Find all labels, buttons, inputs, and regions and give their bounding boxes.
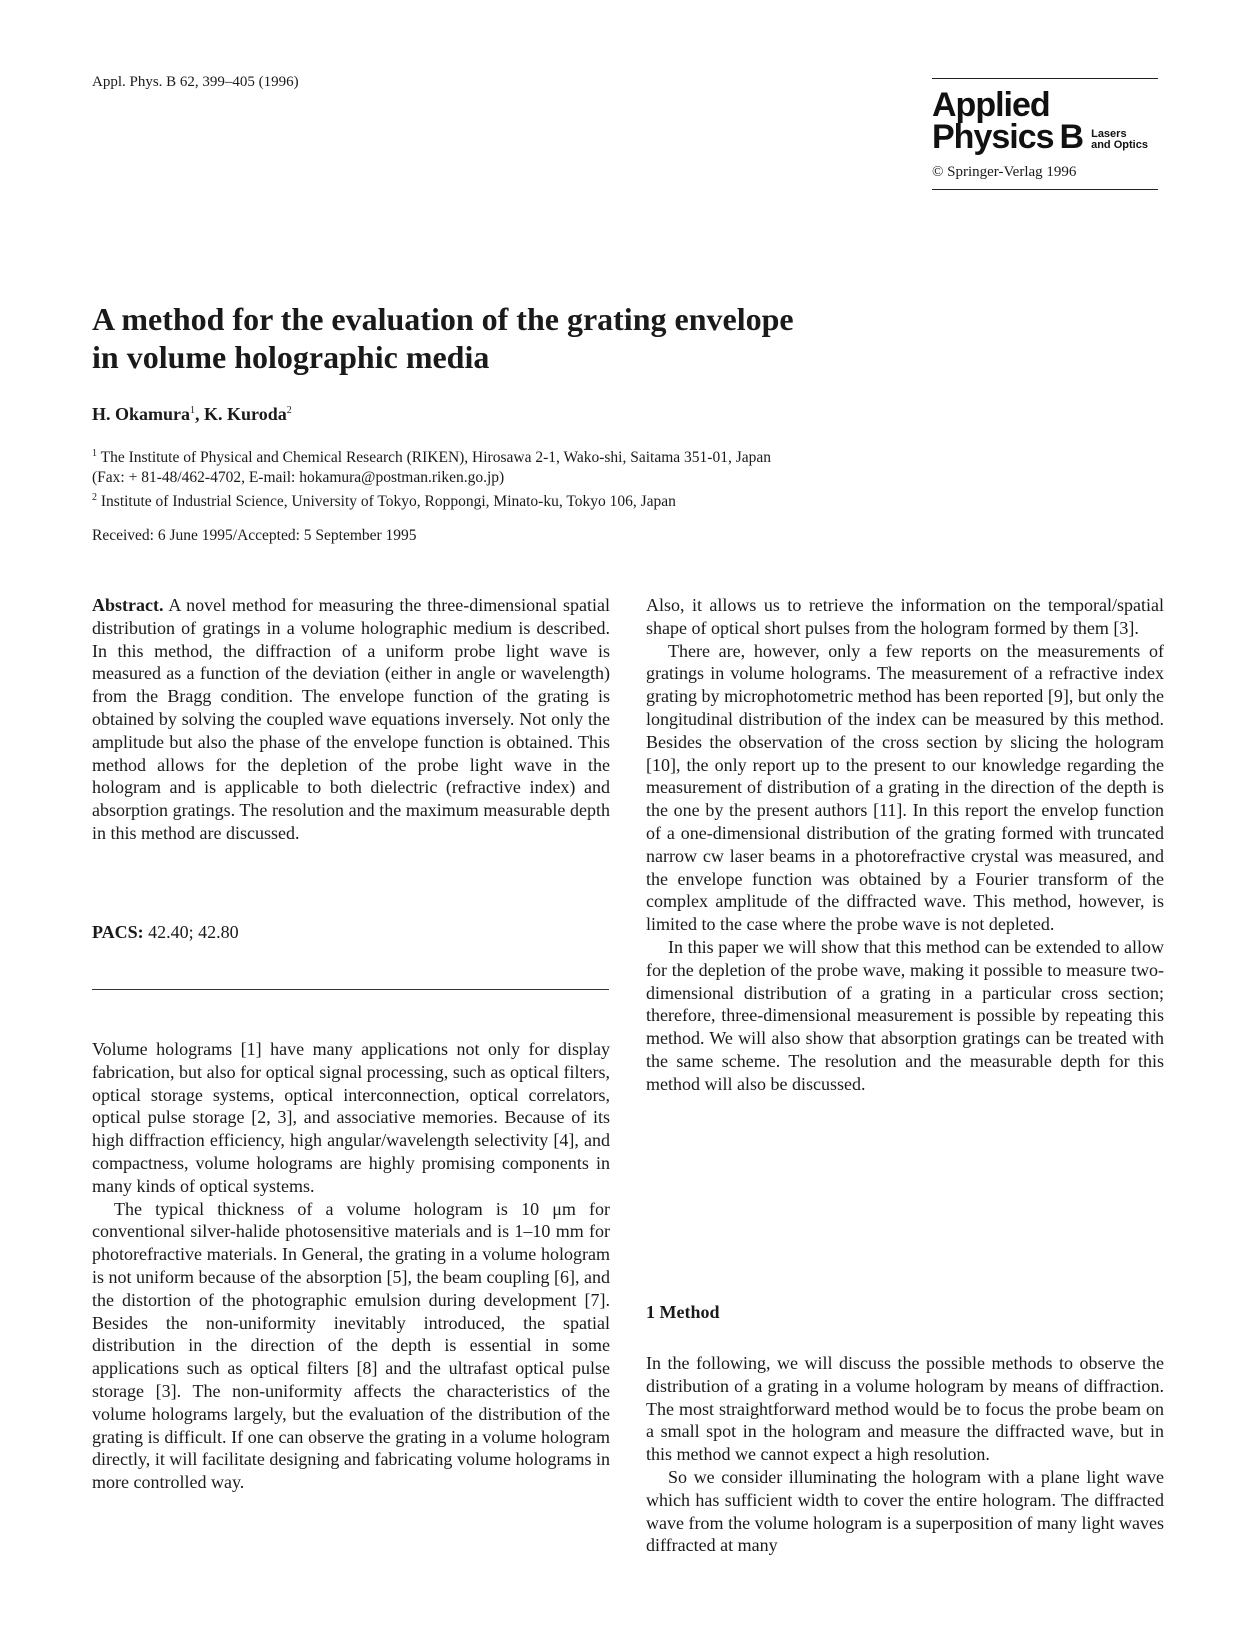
intro-paragraph-2: The typical thickness of a volume hologram is 10 μm for conventional silver-halide photosensitive materials and is 1–10 mm for photorefractive materials. In General, the grating in a volume hologram is not uniform because of the absorption [5], the beam coupling [6], and the distortion of the photographic emulsion during development [7]. Besides the non-uniformity inevitably introduced, the spatial distribution in the direction of the depth is essential in some applications such as optical filters [8] and the ultrafast optical pulse storage [3]. The non-uniformity affects the characteristics of the volume holograms largely, but the evaluation of the distribution of the grating is difficult. If one can observe the grating in a volume hologram directly, it will facilitate designing and fabricating volume holograms in more controlled way. xyxy=(92,1198,610,1493)
method-column xyxy=(646,1352,1164,1557)
abstract-label: Abstract. xyxy=(92,595,164,615)
journal-logo-physics: Physics xyxy=(932,118,1054,157)
affiliation-2-mark: 2 xyxy=(92,492,97,504)
affiliation-2-text: Institute of Industrial Science, University of Tokyo, Roppongi, Minato-ku, Tokyo 106, Japan xyxy=(97,493,676,511)
intro-paragraph-5: In this paper we will show that this method can be extended to allow for the depletion of the probe wave, making it possible to measure two-dimensional distribution of a grating in a particular cross section; therefore, three-dimensional measurement is possible by repeating this method. We will also show that absorption gratings can be treated with the same scheme. The resolution and the measurable depth for this method will also be discussed. xyxy=(646,936,1164,1094)
contact-info: (Fax: + 81-48/462-4702, E-mail: hokamura@postman.riken.go.jp) xyxy=(92,469,505,487)
received-dates: Received: 6 June 1995/Accepted: 5 September 1995 xyxy=(92,527,417,544)
affiliation-1 xyxy=(92,444,1092,468)
intro-left-column xyxy=(92,1038,610,1494)
author-list xyxy=(92,404,292,425)
author-1-affil-mark: 1 xyxy=(190,405,196,416)
paper-title xyxy=(92,300,942,376)
affiliation-1-text: The Institute of Physical and Chemical Research (RIKEN), Hirosawa 2-1, Wako-shi, Saitama 351-01, Japan xyxy=(97,449,771,467)
abstract-divider xyxy=(92,989,609,990)
author-2-affil-mark: 2 xyxy=(286,405,292,416)
paper-title-line1: A method for the evaluation of the grating envelope xyxy=(92,301,794,337)
affiliation-2 xyxy=(92,488,1092,512)
intro-right-column xyxy=(646,594,1164,1096)
intro-paragraph-3: Also, it allows us to retrieve the information on the temporal/spatial shape of optical short pulses from the hologram formed by them [3]. xyxy=(646,595,1164,638)
affiliation-1-mark: 1 xyxy=(92,448,97,459)
author-1: H. Okamura xyxy=(92,404,191,424)
journal-logo-row xyxy=(932,118,1158,157)
copyright-line: © Springer-Verlag 1996 xyxy=(932,163,1077,180)
journal-logo-box xyxy=(932,78,1158,190)
affiliations xyxy=(92,444,1092,512)
journal-logo-sub-line1: Lasers xyxy=(1091,127,1127,140)
journal-logo-subtitle xyxy=(1091,129,1148,151)
journal-logo-letter: B xyxy=(1059,118,1084,157)
journal-logo-applied: Applied xyxy=(932,86,1050,124)
intro-paragraph-4: There are, however, only a few reports on the measurements of gratings in volume holograms. The measurement of a refractive index grating by microphotometric method has been reported [9], but only the longitudinal distribution of the index can be measured by this method. Besides the observation of the cross section by slicing the hologram [10], the only report up to the present to our knowledge regarding the measurement of distribution of a grating in the direction of the depth is the one by the present authors [11]. In this report the envelop function of a one-dimensional distribution of the grating formed with truncated narrow cw laser beams in a photorefractive crystal was measured, and the envelope function was obtained by a Fourier transform of the complex amplitude of the diffracted wave. This method, however, is limited to the case where the probe wave is not depleted. xyxy=(646,640,1164,935)
paper-title-line2: in volume holographic media xyxy=(92,339,490,375)
abstract xyxy=(92,594,610,845)
method-paragraph-1: In the following, we will discuss the possible methods to observe the distribution of a grating in a volume hologram by means of diffraction. The most straightforward method would be to focus the probe beam on a small spot in the hologram and measure the diffracted wave, but in this method we cannot expect a high resolution. xyxy=(646,1353,1164,1465)
pacs-label: PACS: xyxy=(92,922,144,942)
pacs-value: 42.40; 42.80 xyxy=(143,922,239,942)
intro-paragraph-1: Volume holograms [1] have many applications not only for display fabrication, but also for optical signal processing, such as optical filters, optical storage systems, optical interconnection, optical correlators, optical pulse storage [2, 3], and associative memories. Because of its high diffraction efficiency, high angular/wavelength selectivity [4], and compactness, volume holograms are highly promising components in many kinds of optical systems. xyxy=(92,1039,610,1196)
journal-citation: Appl. Phys. B 62, 399–405 (1996) xyxy=(92,74,299,90)
journal-logo-sub-line2: and Optics xyxy=(1091,138,1148,151)
abstract-text: A novel method for measuring the three-dimensional spatial distribution of gratings in a volume holographic medium is described. In this method, the diffraction of a uniform probe light wave is measured as a function of the deviation (either in angle or wavelength) from the Bragg condition. The envelope function of the grating is obtained by solving the coupled wave equations inversely. Not only the amplitude but also the phase of the envelope function is obtained. This method allows for the depletion of the probe light wave in the hologram and is applicable to both dielectric (refractive index) and absorption gratings. The resolution and the maximum measurable depth in this method are discussed. xyxy=(92,595,610,843)
section-heading-method: 1 Method xyxy=(646,1302,720,1322)
pacs-codes xyxy=(92,922,239,943)
author-2: K. Kuroda xyxy=(204,404,287,424)
method-paragraph-2: So we consider illuminating the hologram with a plane light wave which has sufficient width to cover the entire hologram. The diffracted wave from the volume hologram is a superposition of many light waves diffracted at many xyxy=(646,1466,1164,1556)
author-separator: , xyxy=(195,404,205,424)
